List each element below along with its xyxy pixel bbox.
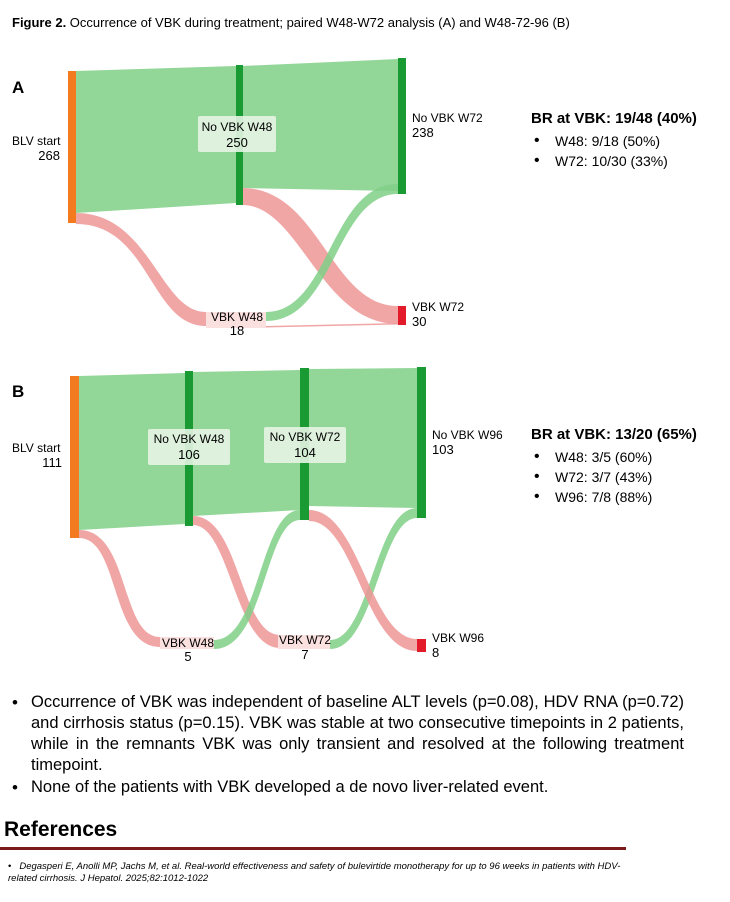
bullet-dot: •	[12, 693, 18, 712]
label-b-nw48-name: No VBK W48	[153, 432, 225, 446]
label-b-vw72-name: VBK W72	[278, 633, 332, 647]
bullet-dot: •	[534, 448, 540, 465]
label-b-vw48-value: 5	[184, 649, 192, 664]
label-b-vw96-value: 8	[432, 645, 440, 660]
flow-b-blv-to-vbk-w48	[79, 530, 160, 647]
flow-a-no-vbk-w48-to-vbk-w72	[242, 188, 398, 324]
label-a-nw72-name: No VBK W72	[412, 111, 483, 125]
label-b-vw48-name: VBK W48	[161, 636, 215, 650]
label-a-vw48-value: 18	[229, 323, 245, 338]
label-b-nw48-value: 106	[178, 447, 200, 462]
panel-b-br-item	[531, 467, 697, 487]
figure-label: Figure 2.	[12, 15, 67, 30]
label-a-vw72-name: VBK W72	[412, 300, 465, 314]
label-a-vw48-name: VBK W48	[210, 310, 264, 324]
label-b-vw72-value: 7	[301, 647, 309, 662]
flow-a-vbk-w48-to-vbk-w72	[266, 323, 398, 328]
panel-b-br-item	[531, 447, 697, 467]
panel-a-letter: A	[12, 78, 25, 97]
bullet-dot: •	[534, 132, 540, 149]
label-b-blv-value: 111	[42, 455, 62, 470]
figure-caption-text: Occurrence of VBK during treatment; paired W48-W72 analysis (A) and W48-72-96 (B)	[66, 15, 570, 30]
bullet-dot: •	[534, 152, 540, 169]
references-heading: References	[4, 818, 118, 841]
finding-text: None of the patients with VBK developed a de novo liver-related event.	[31, 778, 549, 796]
label-a-blv-name: BLV start	[12, 134, 61, 148]
flow-a-blv-to-vbk-w48	[76, 213, 206, 326]
label-b-nw72-value: 104	[294, 445, 316, 460]
panel-a-br-item	[531, 151, 697, 171]
panel-a-br-item-text: W48: 9/18 (50%)	[555, 133, 661, 149]
label-a-vw72-value: 30	[412, 314, 427, 329]
panel-b-flows	[79, 368, 417, 651]
references-divider	[0, 847, 626, 850]
flow-b-vbk-w72-to-vbk-w96	[309, 510, 417, 651]
bullet-dot: •	[12, 778, 18, 797]
panel-b-br-item-text: W96: 7/8 (88%)	[555, 489, 653, 505]
node-a-no-vbk-w72	[398, 58, 406, 194]
label-b-nw96-value: 103	[432, 442, 454, 457]
label-a-nw48-value: 250	[226, 135, 248, 150]
node-b-blv-start	[70, 376, 79, 538]
panel-a-br-item	[531, 131, 697, 151]
label-b-blv-name: BLV start	[12, 441, 61, 455]
finding-text: Occurrence of VBK was independent of baseline ALT levels (p=0.08), HDV RNA (p=0.72) and cirrhosis status (p=0.15). VBK was stable at two consecutive timepoints in 2 patients, while in the remnants VBK was only transient and resolved at the following treatment timepoint.	[31, 693, 684, 774]
label-a-nw48-name: No VBK W48	[201, 120, 273, 134]
reference-item	[8, 861, 648, 885]
panel-b-br-title: BR at VBK: 13/20 (65%)	[531, 426, 697, 443]
bullet-dot: •	[534, 488, 540, 505]
node-b-no-vbk-w96	[417, 367, 426, 518]
panel-b-letter: B	[12, 382, 25, 401]
label-a-nw72-value: 238	[412, 125, 434, 140]
panel-b-br-item-text: W72: 3/7 (43%)	[555, 469, 653, 485]
reference-text: Degasperi E, Anolli MP, Jachs M, et al. Real-world effectiveness and safety of bulevirtide monotherapy for up to 96 weeks in patients with HDV-related cirrhosis. J Hepatol. 2025;82:1012-1022	[8, 861, 621, 884]
finding-item	[12, 777, 684, 798]
panel-b-br-summary	[531, 426, 697, 507]
label-a-blv-value: 268	[38, 148, 60, 163]
panel-b-br-item	[531, 487, 697, 507]
finding-item	[12, 692, 684, 776]
findings-list	[12, 692, 684, 799]
panel-a-br-title: BR at VBK: 19/48 (40%)	[531, 110, 697, 127]
panel-a-br-summary	[531, 110, 697, 171]
node-a-vbk-w72	[398, 306, 406, 325]
panel-b-br-item-text: W48: 3/5 (60%)	[555, 449, 653, 465]
label-b-nw96-name: No VBK W96	[432, 428, 503, 442]
node-b-vbk-w96	[417, 639, 426, 652]
label-b-nw72-name: No VBK W72	[269, 430, 341, 444]
node-a-blv-start	[68, 71, 76, 223]
bullet-dot: •	[534, 468, 540, 485]
flow-b-no-vbk-w72-to-vbk-w96	[330, 508, 417, 649]
panel-a-br-item-text: W72: 10/30 (33%)	[555, 153, 668, 169]
label-b-vw96-name: VBK W96	[432, 631, 485, 645]
bullet-dot: •	[8, 861, 12, 872]
